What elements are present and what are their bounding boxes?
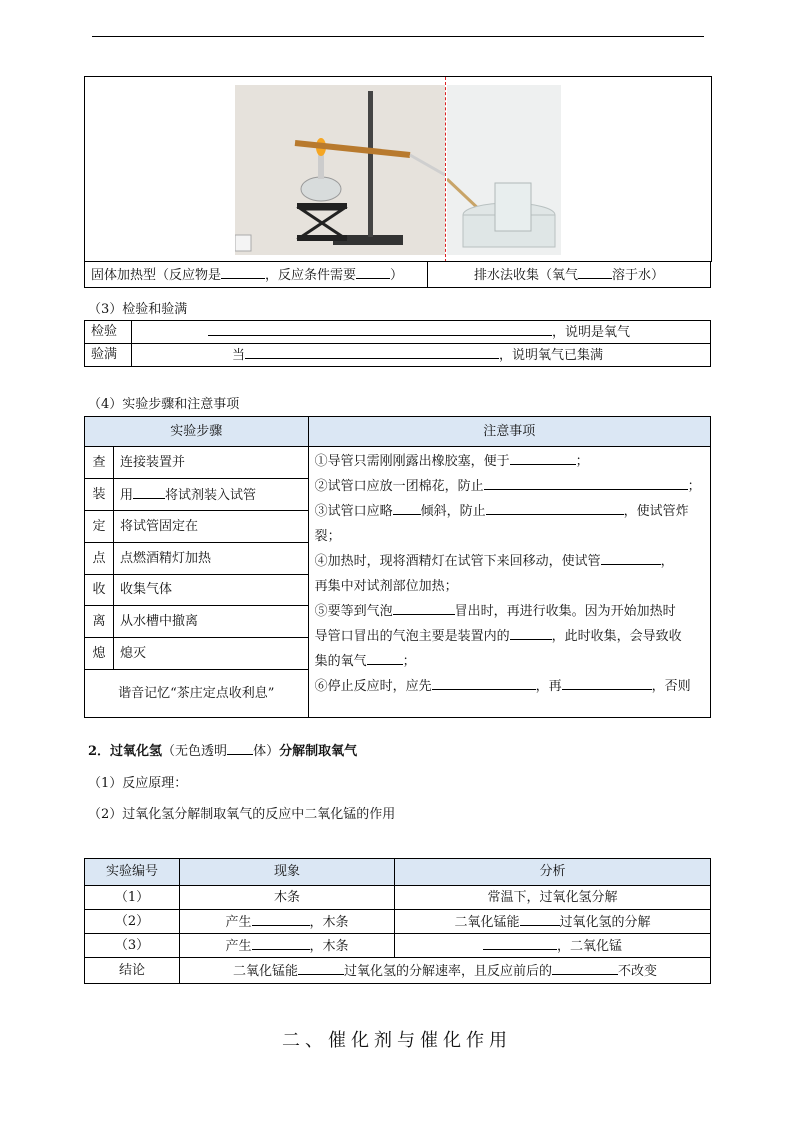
exp-id: （3） [85, 934, 180, 958]
section3-heading: （3）检验和验满 [88, 302, 188, 317]
note-5-blank-b[interactable] [510, 627, 552, 640]
phenomenon-2-blank[interactable] [252, 913, 310, 926]
experiment-table [84, 858, 711, 984]
test-content: ，说明是氧气 [132, 321, 711, 344]
full-check-blank[interactable] [245, 346, 499, 359]
note-6-blank-a[interactable] [432, 677, 536, 690]
h2o2-title: 2．过氧化氢（无色透明 体）分解制取氧气 [88, 744, 358, 759]
notes-cell [308, 447, 710, 718]
section4-heading: （4）实验步骤和注意事项 [88, 397, 240, 412]
phenomenon-3-blank[interactable] [252, 937, 310, 950]
step-text: 连接装置并 [114, 447, 309, 479]
note-4-cont: 再集中对试剂部位加热； [314, 579, 458, 594]
note-1: ①导管只需刚刚露出橡胶塞，便于 ； [314, 454, 589, 469]
step-key: 查 [85, 447, 114, 479]
step-key: 熄 [85, 638, 114, 670]
step-key: 装 [85, 479, 114, 511]
state-blank[interactable] [227, 742, 253, 755]
steps-table [84, 416, 711, 718]
exp-phenomenon: 产生 ，木条 [180, 934, 395, 958]
conclusion-blank-b[interactable] [552, 962, 618, 975]
note-4-blank[interactable] [601, 552, 661, 565]
conclusion-text: 二氧化锰能 过氧化氢的分解速率，且反应前后的 不改变 [180, 958, 711, 984]
note-1-blank[interactable] [510, 452, 576, 465]
water-trough-drawing [447, 85, 561, 255]
exp-analysis: ，二氧化锰 [395, 934, 711, 958]
mno2-role-heading: （2）过氧化氢分解制取氧气的反应中二氧化锰的作用 [88, 807, 396, 822]
apparatus-figure [84, 76, 712, 262]
note-3-blank-b[interactable] [486, 502, 624, 515]
conclusion-blank-a[interactable] [298, 962, 344, 975]
step-text: 从水槽中撤离 [114, 606, 309, 638]
test-method-blank[interactable] [208, 323, 552, 336]
apparatus-left-caption: 固体加热型（反应物是 ，反应条件需要 ） [85, 262, 428, 288]
apparatus-caption-table [84, 261, 711, 288]
mnemonic: 谐音记忆“茶庄定点收利息” [85, 670, 309, 718]
note-5-cont2: 集的氧气 ； [314, 654, 416, 669]
step-text: 用 将试剂装入试管 [114, 479, 309, 511]
condition-blank[interactable] [356, 266, 390, 279]
analysis-3-blank[interactable] [483, 937, 557, 950]
full-check-label: 验满 [85, 344, 132, 367]
divider-dotted-line [445, 77, 446, 262]
heating-apparatus-drawing [235, 85, 445, 255]
notes-column-header: 注意事项 [308, 417, 710, 447]
apparatus-right-caption: 排水法收集（氧气 溶于水） [428, 262, 711, 288]
note-3-cont: 裂； [314, 529, 341, 544]
exp-phenomenon: 产生 ，木条 [180, 910, 395, 934]
analysis-2-blank[interactable] [520, 913, 560, 926]
note-3-blank-a[interactable] [393, 502, 421, 515]
note-4: ④加热时，现将酒精灯在试管下来回移动，使试管 ， [314, 554, 674, 569]
exp-phenomenon: 木条 [180, 886, 395, 910]
test-label: 检验 [85, 321, 132, 344]
step-text: 收集气体 [114, 575, 309, 606]
section-title: 二、催化剂与催化作用 [282, 1030, 512, 1051]
header-analysis: 分析 [395, 859, 711, 886]
step-key: 离 [85, 606, 114, 638]
step-text: 点燃酒精灯加热 [114, 543, 309, 575]
full-check-content: 当 ，说明氧气已集满 [132, 344, 711, 367]
note-5-cont: 导管口冒出的气泡主要是装置内的 ，此时收集，会导致收 [314, 629, 682, 644]
note-6-blank-b[interactable] [562, 677, 652, 690]
conclusion-label: 结论 [85, 958, 180, 984]
note-5-blank-a[interactable] [393, 602, 455, 615]
test-table [84, 320, 711, 367]
step-tool-blank[interactable] [133, 486, 165, 499]
note-5-blank-c[interactable] [367, 652, 403, 665]
solubility-blank[interactable] [578, 266, 612, 279]
step-key: 定 [85, 511, 114, 543]
note-6: ⑥停止反应时，应先 ，再 ，否则 [314, 679, 691, 694]
note-2: ②试管口应放一团棉花，防止 ； [314, 479, 701, 494]
reaction-principle: （1）反应原理： [88, 776, 188, 791]
header-exp-id: 实验编号 [85, 859, 180, 886]
exp-analysis: 常温下，过氧化氢分解 [395, 886, 711, 910]
heating-apparatus-photo [235, 85, 445, 255]
header-phenomenon: 现象 [180, 859, 395, 886]
exp-id: （2） [85, 910, 180, 934]
note-2-blank[interactable] [484, 477, 688, 490]
header-rule [92, 36, 704, 37]
step-key: 收 [85, 575, 114, 606]
reactant-state-blank[interactable] [221, 266, 265, 279]
step-text: 将试管固定在 [114, 511, 309, 543]
water-collection-photo [447, 85, 561, 255]
exp-analysis: 二氧化锰能 过氧化氢的分解 [395, 910, 711, 934]
steps-column-header: 实验步骤 [85, 417, 309, 447]
exp-id: （1） [85, 886, 180, 910]
note-3: ③试管口应略 倾斜，防止 ，使试管炸 [314, 504, 689, 519]
step-key: 点 [85, 543, 114, 575]
step-text: 熄灭 [114, 638, 309, 670]
note-5: ⑤要等到气泡 冒出时，再进行收集。因为开始加热时 [314, 604, 676, 619]
